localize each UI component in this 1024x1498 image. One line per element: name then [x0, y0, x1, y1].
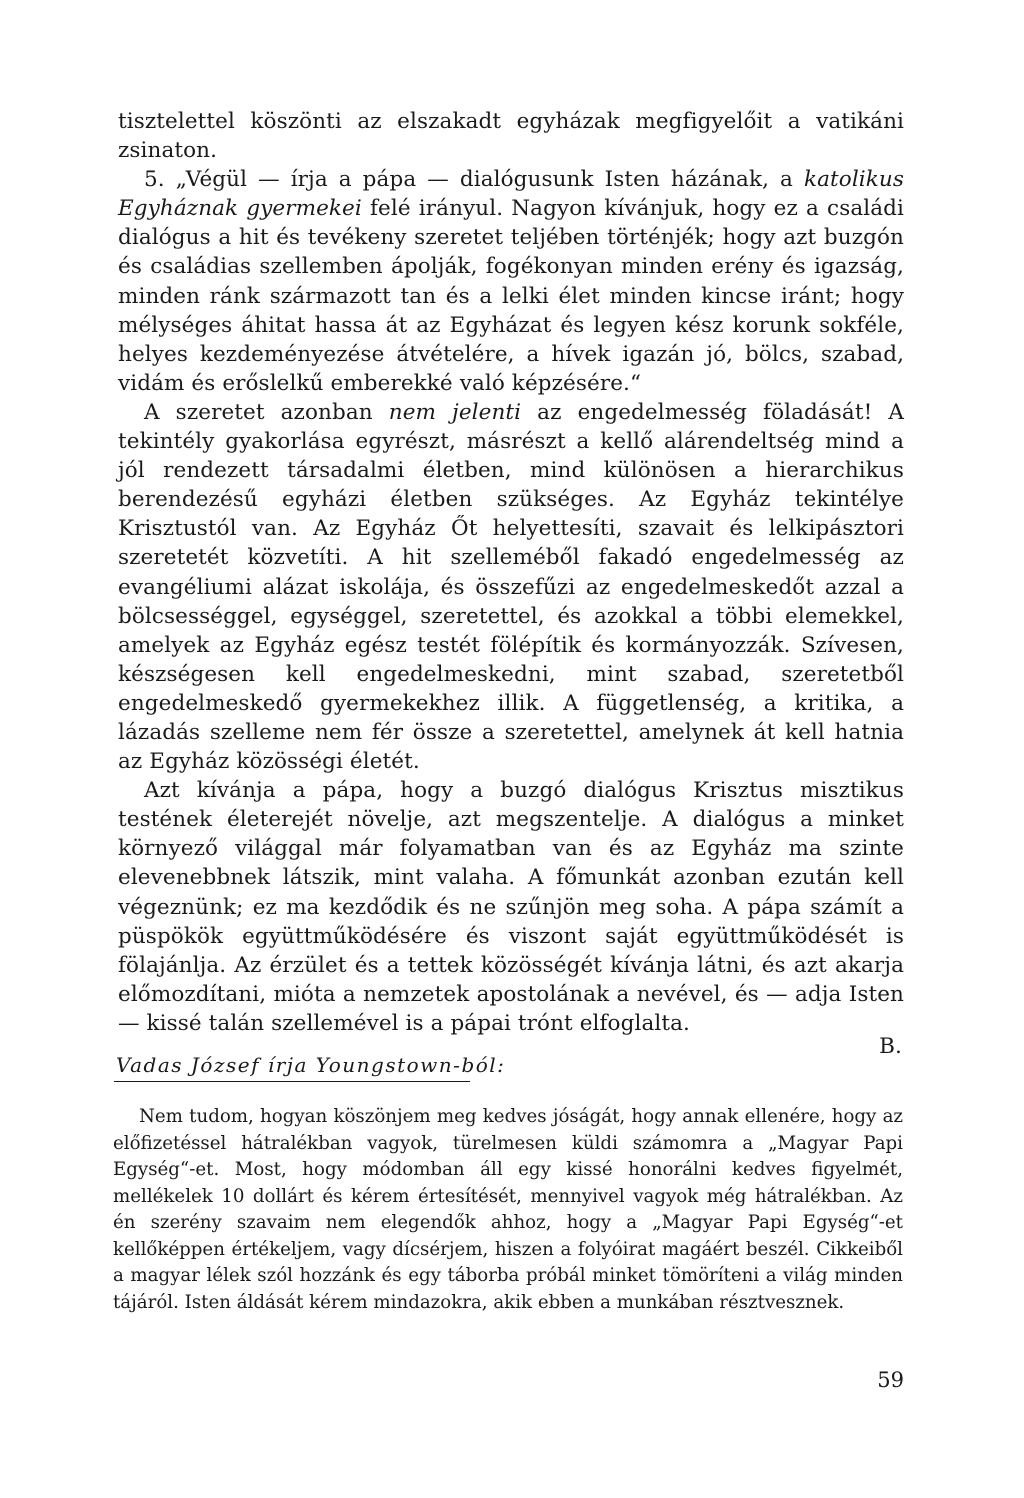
obedience-paragraph [118, 398, 904, 776]
obedience-text-end: az engedelmesség föladását! A tekintély gyakorlása egyrészt, másrészt a kellő alárendeltség mind a jól rendezett társadalmi életben, mind különösen a hierarchikus berendezésű egyházi életben szükséges. Az Egyház tekintélye Krisztustól van. Az Egyház Őt helyettesíti, szavait és lelkipásztori szeretetét közvetíti. A hit szelleméből fakadó engedelmesség az evangéliumi alázat iskolája, és összefűzi az engedelmeskedőt azzal a bölcsességgel, egységgel, szeretettel, és azokkal a többi elemekkel, amelyek az Egyház egész testét fölépítik és kormányozzák. Szívesen, készségesen kell engedelmeskedni, mint szabad, szeretetből engedelmeskedő gyermekekhez illik. A függetlenség, a kritika, a lázadás szelleme nem fér össze a szeretettel, amelynek át kell hatnia az Egyház közösségi életét. [118, 399, 905, 775]
dialogue-paragraph [118, 776, 904, 1038]
letter-paragraph: Nem tudom, hogyan köszönjem meg kedves jóságát, hogy annak ellenére, hogy az előfizetéssel hátralékban vagyok, türelmesen küldi számomra a „Magyar Papi Egység“-et. Most, hogy módomban áll egy kissé honorálni kedves figyelmét, mellékelek 10 dollárt és kérem értesítését, mennyivel vagyok még hátralékban. Az én szerény szavaim nem elegendők ahhoz, hogy a „Magyar Papi Egység“-et kellőképpen értékeljem, vagy dícsérjem, hiszen a folyóirat magáért beszél. Cikkeiből a magyar lélek szól hozzánk és egy táborba próbál minket tömöríteni a világ minden tájáról. Isten áldását kérem mindazokra, akik ebben a munkában résztvesznek. [113, 1106, 903, 1313]
quote-paragraph [118, 165, 904, 398]
letter-body [113, 1104, 903, 1316]
lead-paragraph: tisztelettel köszönti az elszakadt egyházak megfigyelőit a vatikáni zsinaton. [118, 109, 904, 164]
article-body [118, 107, 904, 1061]
obedience-text-start: A szeretet azonban [144, 399, 389, 425]
signature: B. [879, 1034, 902, 1059]
heading-underline [114, 1081, 470, 1082]
obedience-emphasis: nem jelenti [388, 399, 522, 425]
quote-emphasis: katolikus Egyháznak gyermekei [118, 167, 904, 222]
letter-heading: Vadas József írja Youngstown-ból: [116, 1053, 506, 1077]
page-number: 59 [877, 1368, 904, 1392]
quote-text-end: felé irányul. Nagyon kívánjuk, hogy ez a családi dialógus a hit és tevékeny szeretet teljében történjék; hogy azt buzgón és családias szellemben ápolják, fogékonyan minden erény és igazság, minden ránk származott tan és a lelki élet minden kincse iránt; hogy mélységes áhitat hassa át az Egyházat és legyen kész korunk sokféle, helyes kezdeményezése átvételére, a hívek igazán jó, bölcs, szabad, vidám és erőslelkű emberekké való képzésére.“ [118, 196, 904, 396]
dialogue-text: Azt kívánja a pápa, hogy a buzgó dialógus Krisztus misztikus testének életerejét növelje, azt megszentelje. A dialógus a minket környező világgal már folyamatban van és az Egyház ma szinte elevenebbnek látszik, mint valaha. A főmunkát azonban ezután kell végeznünk; ez ma kezdődik és ne szűnjön meg soha. A pápa számít a püspökök együttműködésére és viszont saját együttműködését is fölajánlja. Az érzület és a tettek közösségét kívánja látni, és azt akarja előmozdítani, mióta a nemzetek apostolának a nevével, és — adja Isten — kissé talán szellemével is a pápai trónt elfoglalta. [118, 778, 904, 1036]
quote-text-start: 5. „Végül — írja a pápa — dialógusunk Isten házának, a [144, 167, 804, 193]
